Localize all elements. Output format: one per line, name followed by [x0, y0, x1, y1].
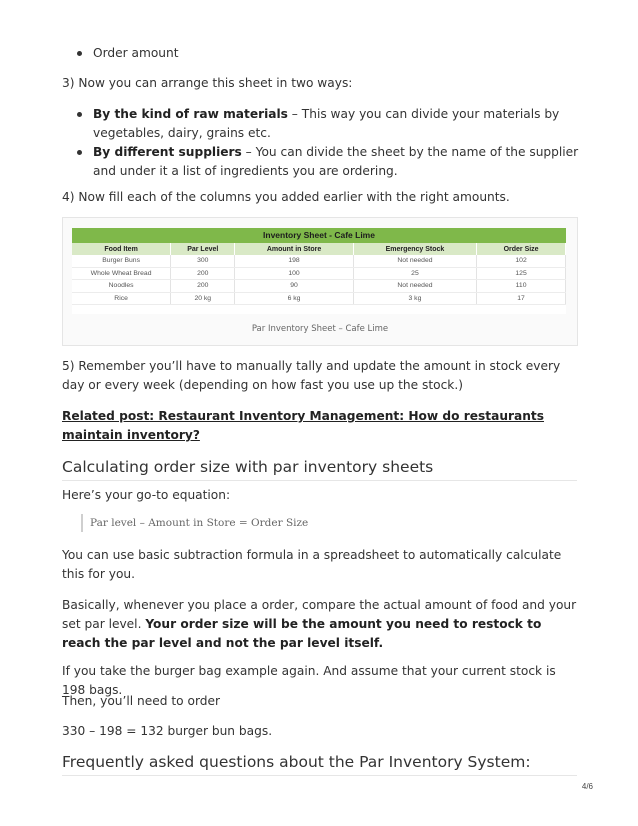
burger-example: If you take the burger bag example again. And assume that your current stock is 198 bags.	[62, 664, 556, 697]
arrange-ways-list	[62, 105, 582, 181]
table-cell: 100	[235, 267, 353, 280]
inventory-sheet-image	[72, 228, 566, 314]
page-number: 4/6	[581, 782, 593, 791]
inventory-table	[72, 243, 566, 305]
column-header: Par Level	[171, 243, 235, 255]
inventory-figure	[62, 217, 578, 346]
table-cell: 25	[353, 267, 476, 280]
list-item	[62, 143, 582, 181]
step5-text: 5) Remember you’ll have to manually tally and update the amount in stock every day or every week (depending on how fast you use up the stock.)	[62, 359, 561, 392]
table-cell: Noodles	[72, 280, 171, 293]
table-cell: Not needed	[353, 255, 476, 267]
table-cell: 198	[235, 255, 353, 267]
table-cell: 200	[171, 267, 235, 280]
table-row	[72, 292, 566, 305]
section-heading-order-size: Calculating order size with par inventory sheets	[62, 458, 577, 481]
basically-paragraph	[62, 596, 582, 653]
table-row	[72, 267, 566, 280]
related-post-link[interactable]: Related post: Restaurant Inventory Management: How do restaurants maintain inventory?	[62, 409, 545, 442]
figure-caption: Par Inventory Sheet – Cafe Lime	[251, 324, 389, 334]
table-cell: Whole Wheat Bread	[72, 267, 171, 280]
table-cell: 90	[235, 280, 353, 293]
list-item-text: – This way you can divide your materials by vegetables, dairy, grains etc.	[93, 107, 560, 140]
calculation-text: 330 – 198 = 132 burger bun bags.	[62, 724, 273, 738]
section-heading-faq: Frequently asked questions about the Par Inventory System:	[62, 753, 577, 776]
subtraction-note: You can use basic subtraction formula in a spreadsheet to automatically calculate this for you.	[62, 548, 562, 581]
list-item-text: – You can divide the sheet by the name of the supplier and under it a list of ingredients you are ordering.	[93, 145, 579, 178]
column-header: Food Item	[72, 243, 171, 255]
table-cell: 125	[477, 267, 566, 280]
table-cell: 6 kg	[235, 292, 353, 305]
order-amount-list	[62, 44, 582, 63]
table-cell: Rice	[72, 292, 171, 305]
list-item-bold: By different suppliers	[93, 145, 242, 159]
list-item-text: Order amount	[93, 46, 179, 60]
column-header: Emergency Stock	[353, 243, 476, 255]
table-cell: 300	[171, 255, 235, 267]
table-cell: 17	[477, 292, 566, 305]
then-order-text: Then, you’ll need to order	[62, 694, 220, 708]
bullet-icon	[77, 150, 82, 155]
column-header: Amount in Store	[235, 243, 353, 255]
table-cell: Burger Buns	[72, 255, 171, 267]
table-cell: 20 kg	[171, 292, 235, 305]
table-cell: 102	[477, 255, 566, 267]
step4-text: 4) Now fill each of the columns you added earlier with the right amounts.	[62, 190, 510, 204]
basically-bold-text: Your order size will be the amount you need to restock to reach the par level and not the par level itself.	[62, 617, 542, 650]
list-item	[62, 105, 582, 143]
table-row	[72, 280, 566, 293]
list-item	[62, 44, 582, 63]
bullet-icon	[77, 51, 82, 56]
related-post-paragraph	[62, 407, 582, 445]
table-cell: 110	[477, 280, 566, 293]
table-cell: 200	[171, 280, 235, 293]
equation-intro: Here’s your go-to equation:	[62, 488, 231, 502]
table-row	[72, 255, 566, 267]
table-cell: 3 kg	[353, 292, 476, 305]
bullet-icon	[77, 112, 82, 117]
inventory-sheet-title: Inventory Sheet - Cafe Lime	[72, 228, 566, 243]
step3-intro: 3) Now you can arrange this sheet in two ways:	[62, 76, 353, 90]
table-cell: Not needed	[353, 280, 476, 293]
list-item-bold: By the kind of raw materials	[93, 107, 288, 121]
basically-text: Basically, whenever you place a order, compare the actual amount of food and your set par level.	[62, 598, 577, 631]
column-header: Order Size	[477, 243, 566, 255]
table-header-row	[72, 243, 566, 255]
equation-quote: Par level – Amount in Store = Order Size	[81, 514, 308, 532]
